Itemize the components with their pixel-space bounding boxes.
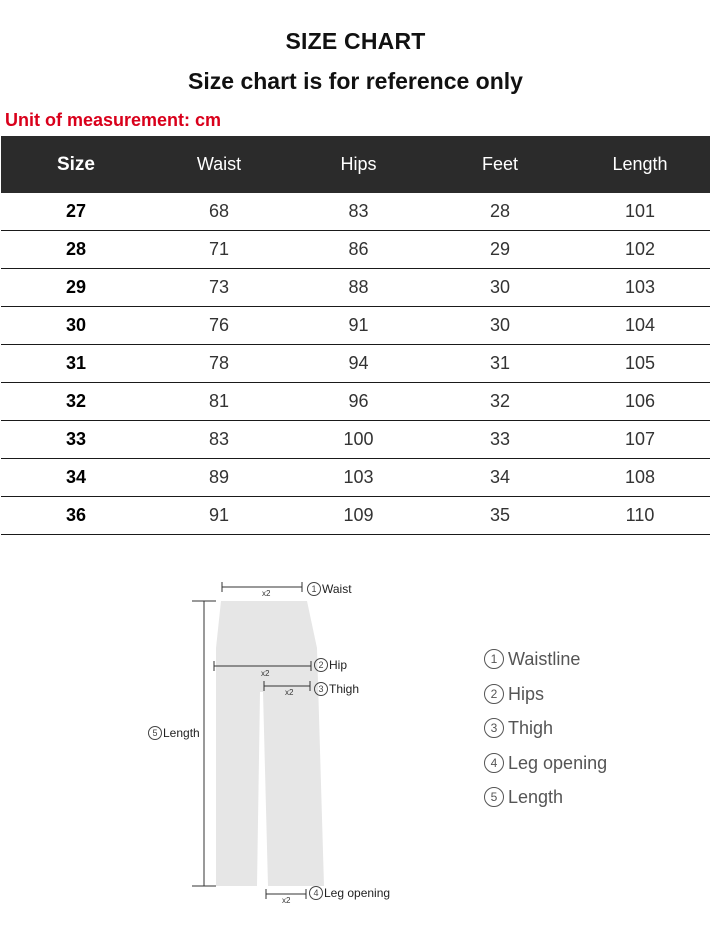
hip-label-text: Hip: [329, 658, 348, 672]
unit-note: Unit of measurement: cm: [5, 110, 222, 130]
table-row: [1, 383, 710, 421]
legend-item-leg-opening: [484, 746, 607, 781]
cell-waist: 76: [151, 307, 287, 345]
cell-waist: 78: [151, 345, 287, 383]
table-row: [1, 459, 710, 497]
cell-waist: 71: [151, 231, 287, 269]
hip-label: [314, 658, 347, 672]
leg-opening-label: [309, 886, 390, 900]
table-row: [1, 345, 710, 383]
cell-size: 31: [1, 345, 151, 383]
legend-text: Leg opening: [508, 752, 608, 773]
legend-item-length: [484, 780, 607, 815]
cell-waist: 68: [151, 193, 287, 231]
cell-length: 108: [570, 459, 710, 497]
cell-hips: 86: [287, 231, 430, 269]
leg-opening-label-text: Leg opening: [324, 886, 391, 900]
cell-hips: 83: [287, 193, 430, 231]
legend-item-waistline: [484, 642, 607, 677]
legend-text: Length: [508, 787, 564, 808]
cell-length: 107: [570, 421, 710, 459]
cell-feet: 30: [430, 269, 570, 307]
thigh-number: 3: [314, 682, 328, 696]
table-header-row: [1, 136, 710, 193]
waist-label-text: Waist: [322, 582, 352, 596]
cell-size: 36: [1, 497, 151, 535]
pants-shape: [216, 601, 324, 886]
cell-waist: 83: [151, 421, 287, 459]
length-label: [148, 726, 200, 740]
cell-length: 102: [570, 231, 710, 269]
waist-number: 1: [307, 582, 321, 596]
table-row: [1, 307, 710, 345]
length-label-text: Length: [163, 726, 200, 740]
column-header-waist: Waist: [151, 136, 287, 193]
legend-number: 5: [484, 787, 504, 807]
reference-note: Size chart is for reference only: [188, 68, 523, 94]
cell-size: 32: [1, 383, 151, 421]
cell-hips: 88: [287, 269, 430, 307]
thigh-label-text: Thigh: [329, 682, 360, 696]
cell-waist: 81: [151, 383, 287, 421]
length-number: 5: [148, 726, 162, 740]
cell-length: 106: [570, 383, 710, 421]
cell-length: 103: [570, 269, 710, 307]
table-row: [1, 231, 710, 269]
size-table: [1, 136, 710, 535]
waist-multiplier: x2: [262, 589, 271, 598]
hip-number: 2: [314, 658, 328, 672]
legend-number: 1: [484, 649, 504, 669]
cell-length: 104: [570, 307, 710, 345]
legend-item-thigh: [484, 711, 607, 746]
cell-length: 105: [570, 345, 710, 383]
cell-size: 28: [1, 231, 151, 269]
cell-size: 33: [1, 421, 151, 459]
legend-number: 3: [484, 718, 504, 738]
legend-number: 4: [484, 753, 504, 773]
table-row: [1, 269, 710, 307]
column-header-feet: Feet: [430, 136, 570, 193]
cell-hips: 100: [287, 421, 430, 459]
cell-hips: 96: [287, 383, 430, 421]
cell-feet: 30: [430, 307, 570, 345]
cell-waist: 89: [151, 459, 287, 497]
cell-feet: 32: [430, 383, 570, 421]
cell-waist: 91: [151, 497, 287, 535]
legend-text: Hips: [508, 683, 545, 704]
cell-waist: 73: [151, 269, 287, 307]
cell-feet: 31: [430, 345, 570, 383]
cell-hips: 109: [287, 497, 430, 535]
size-chart-title: SIZE CHART: [285, 28, 426, 54]
cell-feet: 33: [430, 421, 570, 459]
cell-size: 29: [1, 269, 151, 307]
cell-hips: 103: [287, 459, 430, 497]
cell-feet: 35: [430, 497, 570, 535]
thigh-multiplier: x2: [285, 688, 294, 697]
cell-feet: 28: [430, 193, 570, 231]
column-header-size: Size: [1, 136, 151, 193]
cell-size: 27: [1, 193, 151, 231]
legend-number: 2: [484, 684, 504, 704]
cell-length: 110: [570, 497, 710, 535]
waist-label: [307, 582, 352, 596]
measurement-legend: [484, 642, 607, 815]
legend-text: Waistline: [508, 649, 581, 670]
column-header-length: Length: [570, 136, 710, 193]
legend-text: Thigh: [508, 718, 554, 739]
thigh-label: [314, 682, 359, 696]
cell-size: 30: [1, 307, 151, 345]
leg-opening-number: 4: [309, 886, 323, 900]
cell-hips: 94: [287, 345, 430, 383]
table-row: [1, 193, 710, 231]
cell-length: 101: [570, 193, 710, 231]
cell-size: 34: [1, 459, 151, 497]
hip-multiplier: x2: [261, 669, 270, 678]
cell-feet: 29: [430, 231, 570, 269]
cell-hips: 91: [287, 307, 430, 345]
leg-opening-multiplier: x2: [282, 896, 291, 905]
table-row: [1, 497, 710, 535]
table-row: [1, 421, 710, 459]
legend-item-hips: [484, 677, 607, 712]
cell-feet: 34: [430, 459, 570, 497]
column-header-hips: Hips: [287, 136, 430, 193]
